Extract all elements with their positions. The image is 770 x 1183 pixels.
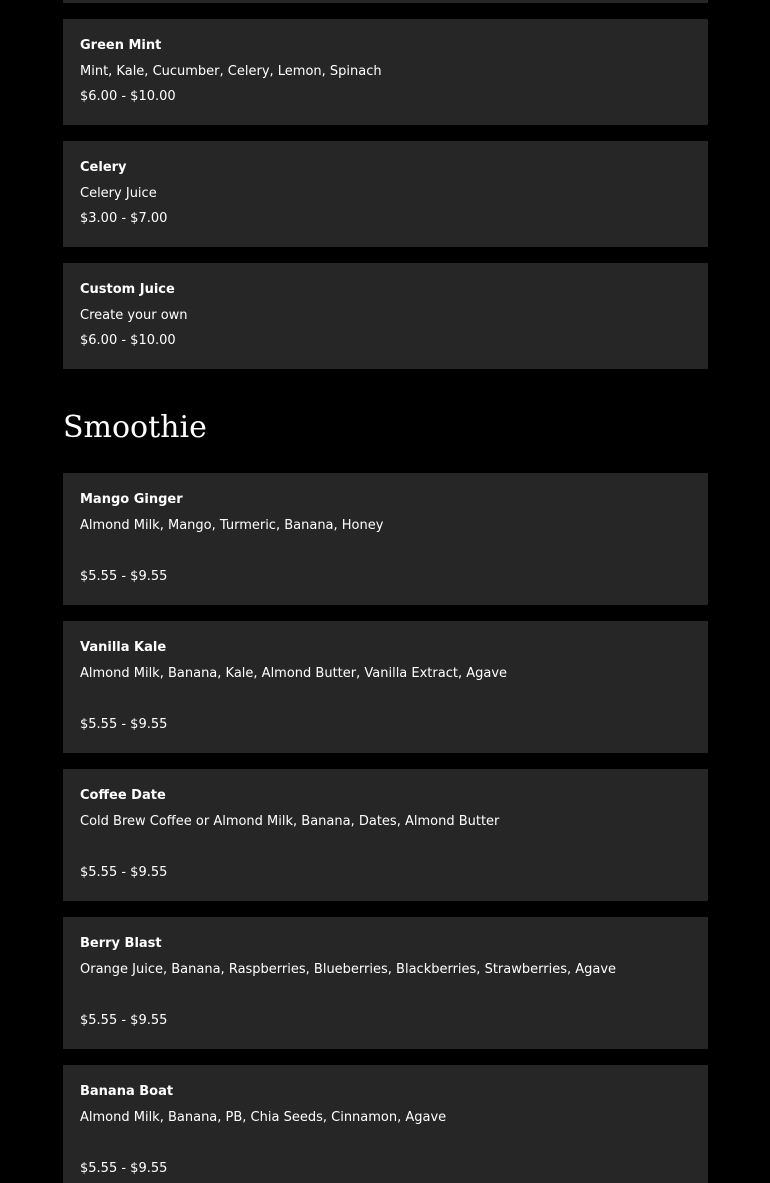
menu-item-price: $5.55 - $9.55	[80, 1161, 168, 1176]
previous-menu-card	[63, 0, 708, 3]
menu-item-price: $5.55 - $9.55	[80, 717, 168, 732]
menu-item-description: Celery Juice	[80, 186, 157, 201]
menu-item-price: $3.00 - $7.00	[80, 211, 168, 226]
menu-item-name: Green Mint	[80, 38, 162, 53]
menu-item-name: Berry Blast	[80, 936, 162, 951]
menu-item-description: Almond Milk, Mango, Turmeric, Banana, Honey	[80, 518, 384, 533]
menu-item-description: Almond Milk, Banana, PB, Chia Seeds, Cinnamon, Agave	[80, 1110, 447, 1125]
menu-item-berry-blast[interactable]	[63, 917, 708, 1049]
menu-item-celery[interactable]	[63, 141, 708, 247]
menu-item-mango-ginger[interactable]	[63, 473, 708, 605]
menu-item-price: $6.00 - $10.00	[80, 89, 176, 104]
menu-item-description: Orange Juice, Banana, Raspberries, Blueberries, Blackberries, Strawberries, Agave	[80, 962, 617, 977]
menu-item-vanilla-kale[interactable]	[63, 621, 708, 753]
menu-item-coffee-date[interactable]	[63, 769, 708, 901]
menu-item-name: Celery	[80, 160, 127, 175]
menu-item-price: $5.55 - $9.55	[80, 1013, 168, 1028]
menu-item-name: Custom Juice	[80, 282, 175, 297]
menu-item-price: $5.55 - $9.55	[80, 865, 168, 880]
menu-item-price: $5.55 - $9.55	[80, 569, 168, 584]
menu-item-price: $6.00 - $10.00	[80, 333, 176, 348]
menu-item-name: Coffee Date	[80, 788, 166, 803]
section-title-smoothie: Smoothie	[63, 410, 207, 445]
menu-item-description: Create your own	[80, 308, 188, 323]
menu-item-description: Almond Milk, Banana, Kale, Almond Butter, Vanilla Extract, Agave	[80, 666, 508, 681]
menu-item-name: Mango Ginger	[80, 492, 183, 507]
menu-item-banana-boat[interactable]	[63, 1065, 708, 1183]
menu-item-description: Cold Brew Coffee or Almond Milk, Banana, Dates, Almond Butter	[80, 814, 500, 829]
menu-item-green-mint[interactable]	[63, 19, 708, 125]
menu-item-name: Banana Boat	[80, 1084, 174, 1099]
menu-item-custom-juice[interactable]	[63, 263, 708, 369]
menu-item-name: Vanilla Kale	[80, 640, 167, 655]
menu-item-description: Mint, Kale, Cucumber, Celery, Lemon, Spinach	[80, 64, 382, 79]
